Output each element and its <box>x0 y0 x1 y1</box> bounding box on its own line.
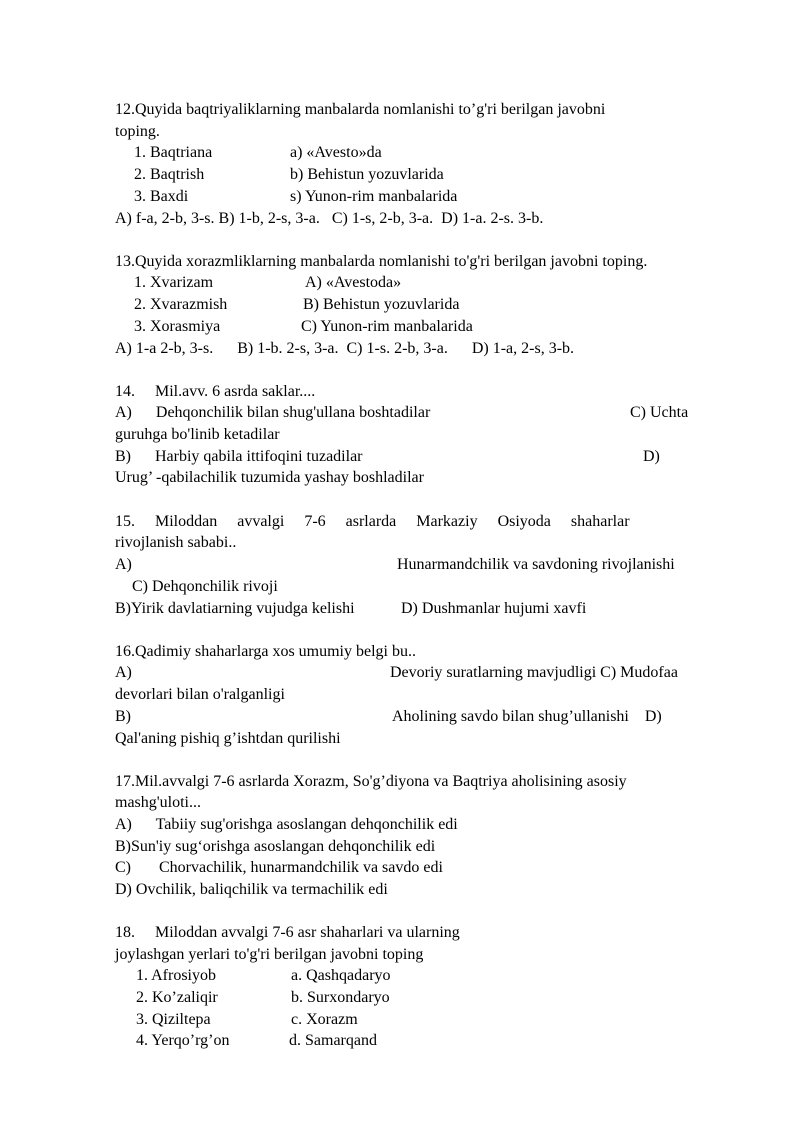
q13-item-2-right: B) Behistun yozuvlarida <box>303 296 460 313</box>
q14-option-b: B) Harbiy qabila ittifoqini tuzadilar <box>115 448 363 465</box>
q13-item-1-right: A) «Avestoda» <box>305 274 402 291</box>
q14-option-d-label: D) <box>643 448 660 465</box>
q12-answers: A) f-a, 2-b, 3-s. B) 1-b, 2-s, 3-a. C) 1-s, 2-b, 3-a. D) 1-a. 2-s. 3-b. <box>115 210 544 227</box>
q12-item-1-right: a) «Avesto»da <box>290 144 382 161</box>
q18-item-3-right: c. Xorazm <box>291 1011 358 1028</box>
q15-title-line2: rivojlanish sababi.. <box>115 534 237 551</box>
q13-item-1-left: 1. Xvarizam <box>134 274 214 291</box>
q12-item-3-right: s) Yunon-rim manbalarida <box>290 188 458 205</box>
q17-option-c: C) Chorvachilik, hunarmandchilik va savdo edi <box>115 859 443 876</box>
q17-option-a: A) Tabiiy sug'orishga asoslangan dehqonchilik edi <box>115 816 458 833</box>
q13-item-3-right: C) Yunon-rim manbalarida <box>301 318 473 335</box>
q14-option-a: A) Dehqonchilik bilan shug'ullana boshtadilar <box>115 404 431 421</box>
q16-option-c-continued: devorlari bilan o'ralganligi <box>115 686 285 703</box>
q18-item-1-left: 1. Afrosiyob <box>136 967 216 984</box>
q12-item-3-left: 3. Baxdi <box>134 188 189 205</box>
q12-item-2-right: b) Behistun yozuvlarida <box>290 166 444 183</box>
q16-option-b-text: Aholining savdo bilan shug’ullanishi D) <box>392 708 662 725</box>
q15-option-c: C) Dehqonchilik rivoji <box>132 578 278 595</box>
q18-item-1-right: a. Qashqadaryo <box>291 967 391 984</box>
q17-option-b: B)Sun'iy sug‘orishga asoslangan dehqonchilik edi <box>115 838 436 855</box>
q12-item-1-left: 1. Baqtriana <box>134 144 213 161</box>
q12-title-line2: toping. <box>115 123 160 140</box>
q16-title: 16.Qadimiy shaharlarga xos umumiy belgi bu.. <box>115 643 416 660</box>
q16-option-a-text: Devoriy suratlarning mavjudligi C) Mudofaa <box>390 664 678 681</box>
q17-title-line1: 17.Mil.avvalgi 7-6 asrlarda Xorazm, So'g’diyona va Baqtriya aholisining asosiy <box>115 773 627 790</box>
q13-title: 13.Quyida xorazmliklarning manbalarda nomlanishi to'g'ri berilgan javobni toping. <box>115 253 648 270</box>
q12-item-2-left: 2. Baqtrish <box>134 166 205 183</box>
q16-option-d-continued: Qal'aning pishiq g’ishtdan qurilishi <box>115 730 341 747</box>
q15-title-line1: 15. Miloddan avvalgi 7-6 asrlarda Markaziy Osiyoda shaharlar <box>115 513 630 530</box>
q12-title-line1: 12.Quyida baqtriyaliklarning manbalarda nomlanishi to’g'ri berilgan javobni <box>115 101 606 118</box>
q17-title-line2: mashg'uloti... <box>115 794 201 811</box>
q15-option-a-text: Hunarmandchilik va savdoning rivojlanishi <box>397 556 675 573</box>
q16-option-b-label: B) <box>115 708 131 725</box>
q18-item-4-right: d. Samarqand <box>289 1032 377 1049</box>
q13-answers: A) 1-a 2-b, 3-s. B) 1-b. 2-s, 3-a. C) 1-s. 2-b, 3-a. D) 1-a, 2-s, 3-b. <box>115 340 575 357</box>
q15-option-a-label: A) <box>115 556 132 573</box>
q14-option-c-part1: C) Uchta <box>630 404 689 421</box>
q18-item-2-left: 2. Ko’zaliqir <box>136 989 218 1006</box>
q18-item-3-left: 3. Qiziltepa <box>136 1011 211 1028</box>
q14-option-d-text: Urug’ -qabilachilik tuzumida yashay boshladilar <box>115 469 424 486</box>
q15-option-d: D) Dushmanlar hujumi xavfi <box>401 600 587 617</box>
q18-item-2-right: b. Surxondaryo <box>291 989 390 1006</box>
q18-item-4-left: 4. Yerqo’rg’on <box>136 1032 230 1049</box>
q18-title-line1: 18. Miloddan avvalgi 7-6 asr shaharlari va ularning <box>115 924 460 941</box>
q16-option-a-label: A) <box>115 664 132 681</box>
q18-title-line2: joylashgan yerlari to'g'ri berilgan javobni toping <box>115 946 424 963</box>
q14-title: 14. Mil.avv. 6 asrda saklar.... <box>115 383 316 400</box>
q17-option-d: D) Ovchilik, baliqchilik va termachilik edi <box>115 881 388 898</box>
q13-item-3-left: 3. Xorasmiya <box>134 318 221 335</box>
q13-item-2-left: 2. Xvarazmish <box>134 296 228 313</box>
q14-option-c-part2: guruhga bo'linib ketadilar <box>115 426 280 443</box>
q15-option-b: B)Yirik davlatiarning vujudga kelishi <box>115 600 355 617</box>
